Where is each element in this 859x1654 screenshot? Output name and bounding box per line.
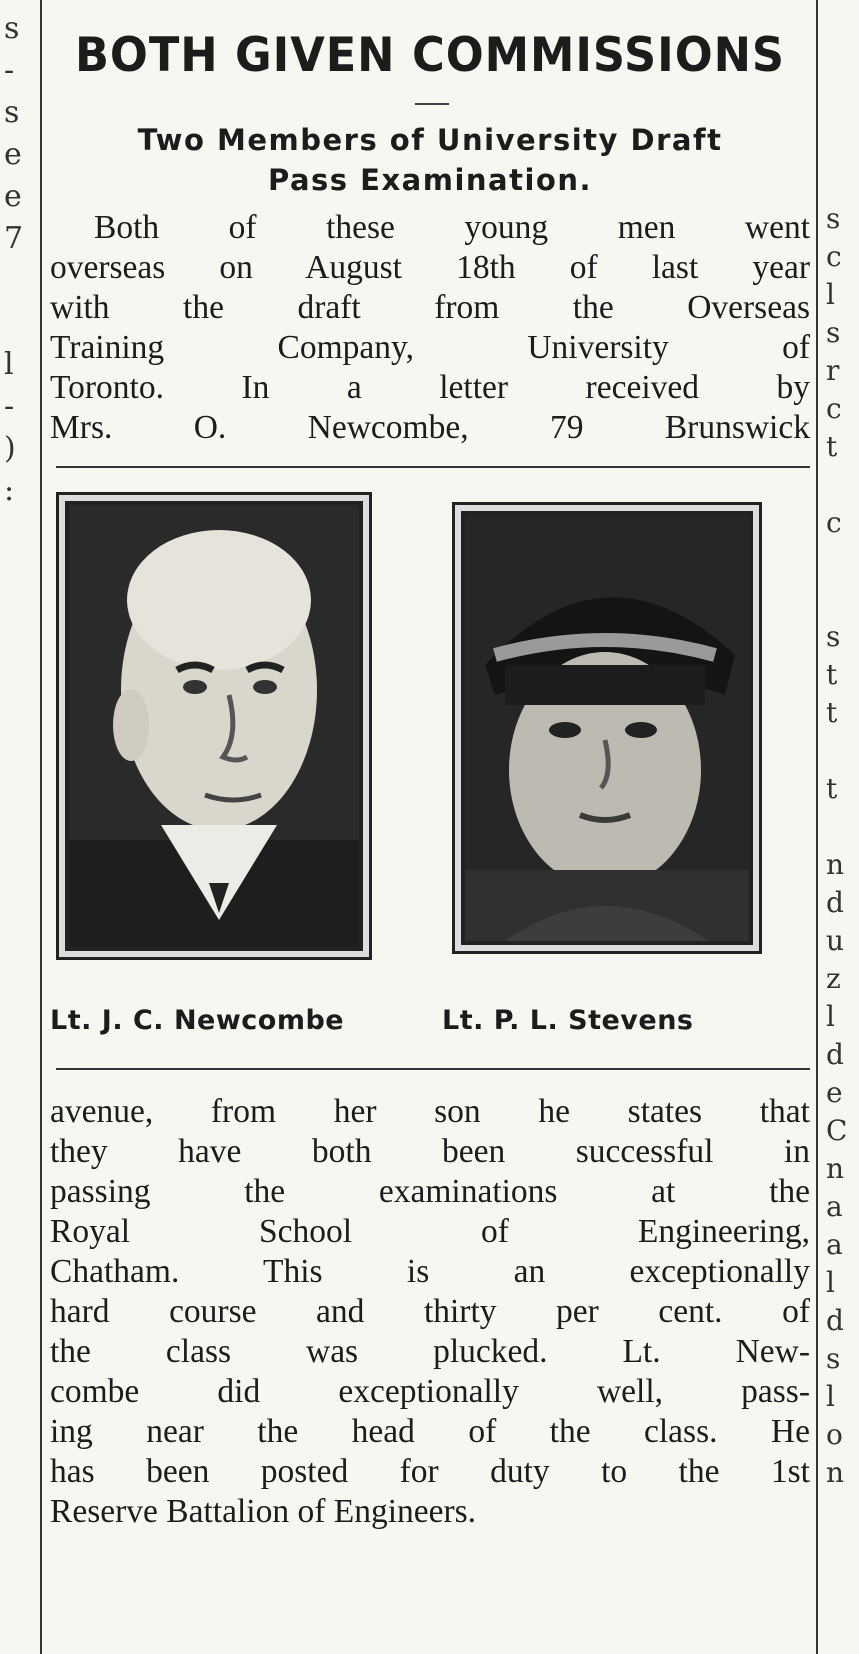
- column-rule-right: [816, 0, 818, 1654]
- section-divider-top: [56, 466, 810, 468]
- paragraph-2-line: ing near the head of the class. He: [50, 1413, 810, 1450]
- paragraph-2: [50, 1092, 810, 1532]
- portrait-photo-stevens: [452, 502, 762, 954]
- headline-dash-divider: [415, 103, 449, 105]
- portrait-photo-newcombe: [56, 492, 372, 960]
- subheadline: [50, 120, 810, 200]
- adjacent-column-left-fragment: s - s e e 7 l - ) :: [4, 11, 24, 508]
- photo-caption-newcombe: Lt. J. C. Newcombe: [50, 1005, 345, 1036]
- paragraph-2-line: avenue, from her son he states that: [50, 1093, 810, 1130]
- paragraph-1-line: Mrs. O. Newcombe, 79 Brunswick: [50, 409, 810, 446]
- paragraph-1-line: Training Company, University of: [50, 329, 810, 366]
- headline: BOTH GIVEN COMMISSIONS: [74, 28, 786, 83]
- article: [50, 0, 810, 1654]
- paragraph-2-line: Royal School of Engineering,: [50, 1213, 810, 1250]
- adjacent-column-right-fragment: s c l s r c t c s t t t n d u z l d e C n a a l d s l o n: [826, 202, 848, 1489]
- paragraph-2-line: Chatham. This is an exceptionally: [50, 1253, 810, 1290]
- column-rule-left: [40, 0, 42, 1654]
- subheadline-line-1: Two Members of University Draft: [137, 123, 723, 157]
- paragraph-1-line: with the draft from the Overseas: [50, 289, 810, 326]
- subheadline-line-2: Pass Examination.: [267, 163, 592, 197]
- photo-caption-stevens: Lt. P. L. Stevens: [442, 1005, 694, 1036]
- paragraph-1-line: Both of these young men went: [94, 209, 810, 246]
- paragraph-1-line: overseas on August 18th of last year: [50, 249, 810, 286]
- paragraph-2-line: passing the examinations at the: [50, 1173, 810, 1210]
- paragraph-2-line: they have both been successful in: [50, 1133, 810, 1170]
- paragraph-2-line: hard course and thirty per cent. of: [50, 1293, 810, 1330]
- paragraph-2-line: has been posted for duty to the 1st: [50, 1453, 810, 1490]
- section-divider-bottom: [56, 1068, 810, 1070]
- portrait-newcombe-image: [69, 505, 359, 947]
- paragraph-2-line: Reserve Battalion of Engineers.: [50, 1493, 477, 1530]
- paragraph-1: [50, 208, 810, 448]
- paragraph-1-line: Toronto. In a letter received by: [50, 369, 810, 406]
- paragraph-2-line: combe did exceptionally well, pass-: [50, 1373, 810, 1410]
- paragraph-2-line: the class was plucked. Lt. New-: [50, 1333, 810, 1370]
- portrait-stevens-image: [465, 515, 749, 941]
